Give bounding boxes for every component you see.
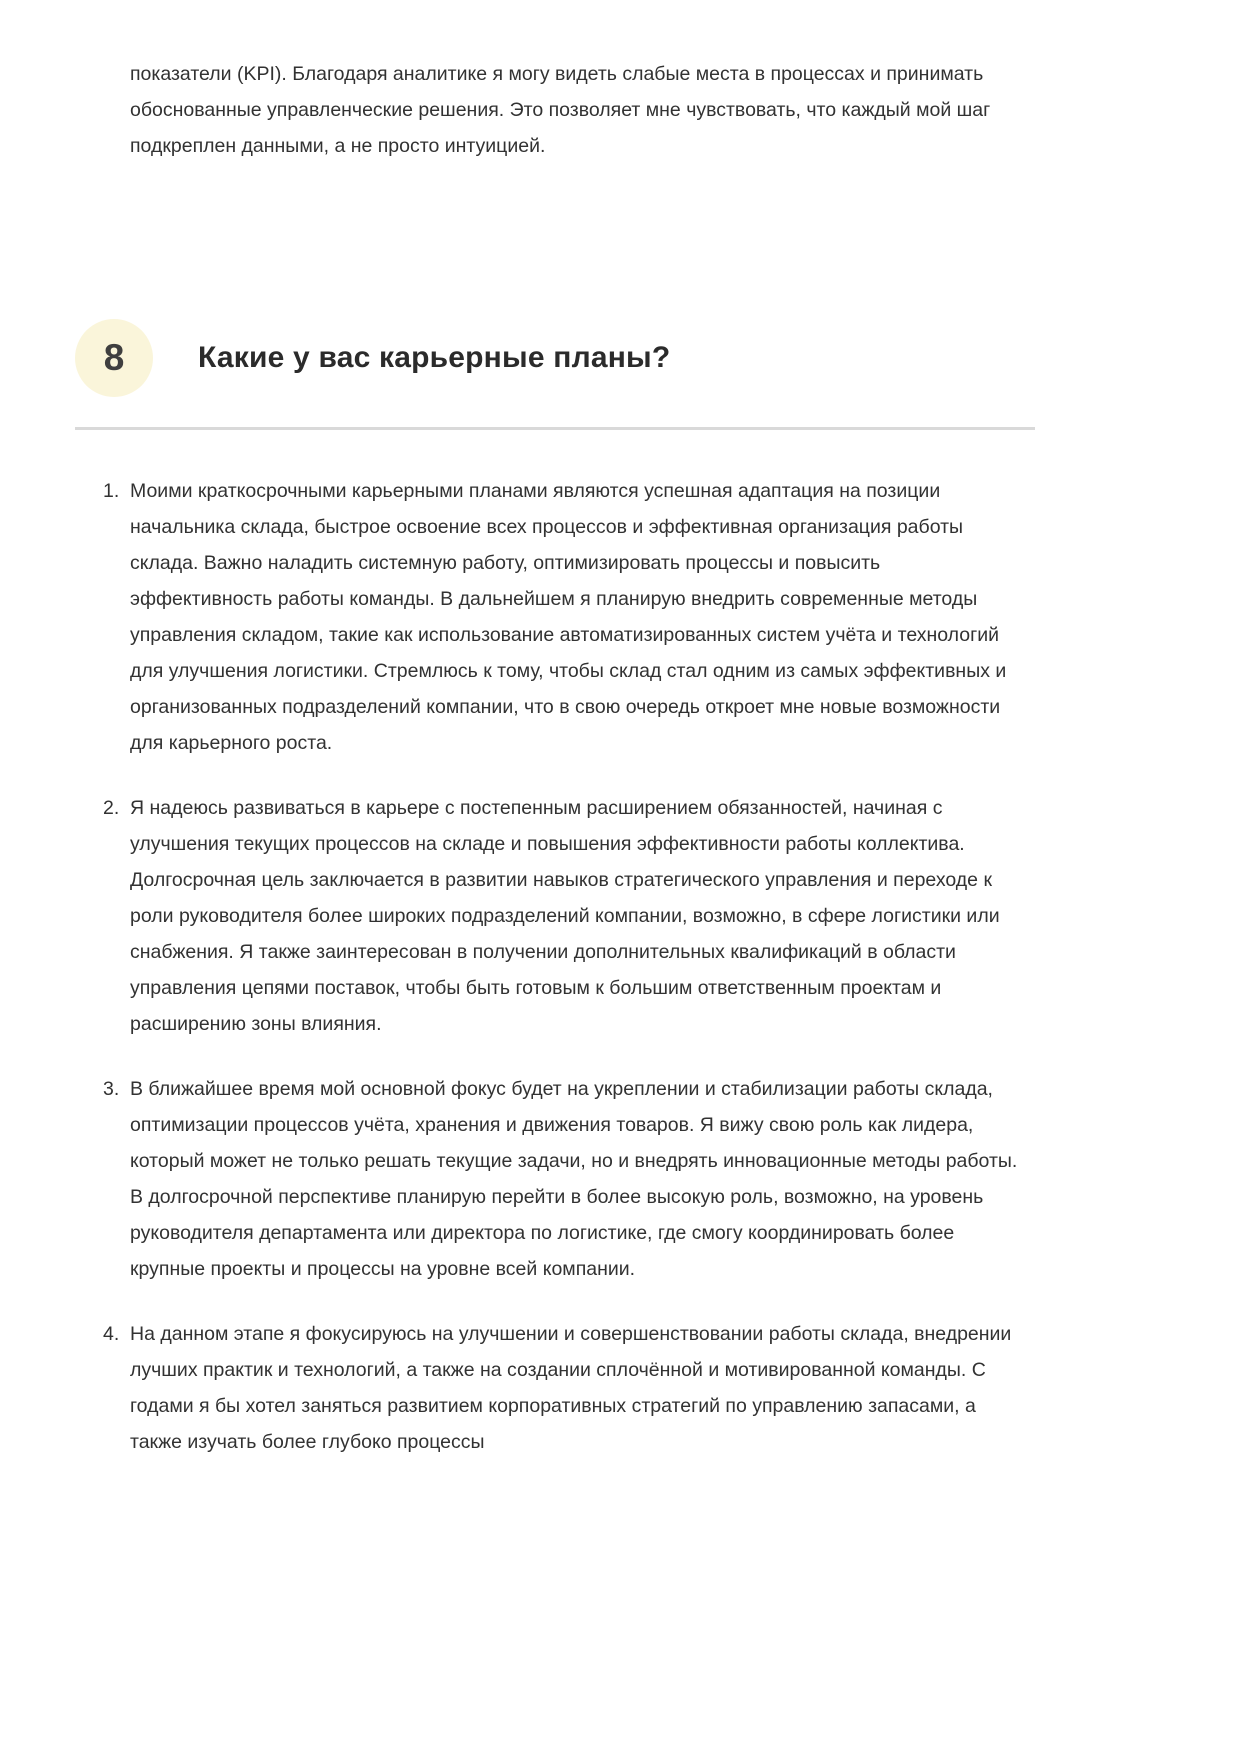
answer-item bbox=[103, 473, 1020, 761]
answer-item bbox=[103, 790, 1020, 1042]
answer-item bbox=[103, 1071, 1020, 1287]
section-header bbox=[75, 319, 1239, 397]
section-divider bbox=[75, 427, 1035, 430]
answer-number: 4. bbox=[103, 1323, 120, 1345]
intro-paragraph: показатели (KPI). Благодаря аналитике я могу видеть слабые места в процессах и принимать обоснованные управленческие решения. Это позволяет мне чувствовать, что каждый мой шаг подкреплен данными, а не просто интуицией. bbox=[130, 63, 991, 157]
answer-text: Моими краткосрочными карьерными планами являются успешная адаптация на позиции начальника склада, быстрое освоение всех процессов и эффективная организация работы склада. Важно наладить системную работу, оптимизировать процессы и повысить эффективность работы команды. В дальнейшем я планирую внедрить современные методы управления складом, такие как использование автоматизированных систем учёта и технологий для улучшения логистики. Стремлюсь к тому, чтобы склад стал одним из самых эффективных и организованных подразделений компании, что в свою очередь откроет мне новые возможности для карьерного роста. bbox=[130, 480, 1007, 754]
answers-list bbox=[103, 473, 1020, 1460]
answer-text: На данном этапе я фокусируюсь на улучшении и совершенствовании работы склада, внедрении лучших практик и технологий, а также на создании сплочённой и мотивированной команды. С годами я бы хотел заняться развитием корпоративных стратегий по управлению запасами, а также изучать более глубоко процессы bbox=[130, 1323, 1012, 1453]
section-title: Какие у вас карьерные планы? bbox=[198, 341, 671, 374]
answer-number: 2. bbox=[103, 797, 120, 819]
answer-number: 3. bbox=[103, 1078, 120, 1100]
section-number-badge: 8 bbox=[75, 319, 153, 397]
answer-number: 1. bbox=[103, 480, 120, 502]
answer-item bbox=[103, 1316, 1020, 1460]
answer-text: Я надеюсь развиваться в карьере с постепенным расширением обязанностей, начиная с улучшения текущих процессов на складе и повышения эффективности работы коллектива. Долгосрочная цель заключается в развитии навыков стратегического управления и переходе к роли руководителя более широких подразделений компании, возможно, в сфере логистики или снабжения. Я также заинтересован в получении дополнительных квалификаций в области управления цепями поставок, чтобы быть готовым к большим ответственным проектам и расширению зоны влияния. bbox=[130, 797, 1000, 1035]
answer-text: В ближайшее время мой основной фокус будет на укреплении и стабилизации работы склада, оптимизации процессов учёта, хранения и движения товаров. Я вижу свою роль как лидера, который может не только решать текущие задачи, но и внедрять инновационные методы работы. В долгосрочной перспективе планирую перейти в более высокую роль, возможно, на уровень руководителя департамента или директора по логистике, где смогу координировать более крупные проекты и процессы на уровне всей компании. bbox=[130, 1078, 1018, 1280]
